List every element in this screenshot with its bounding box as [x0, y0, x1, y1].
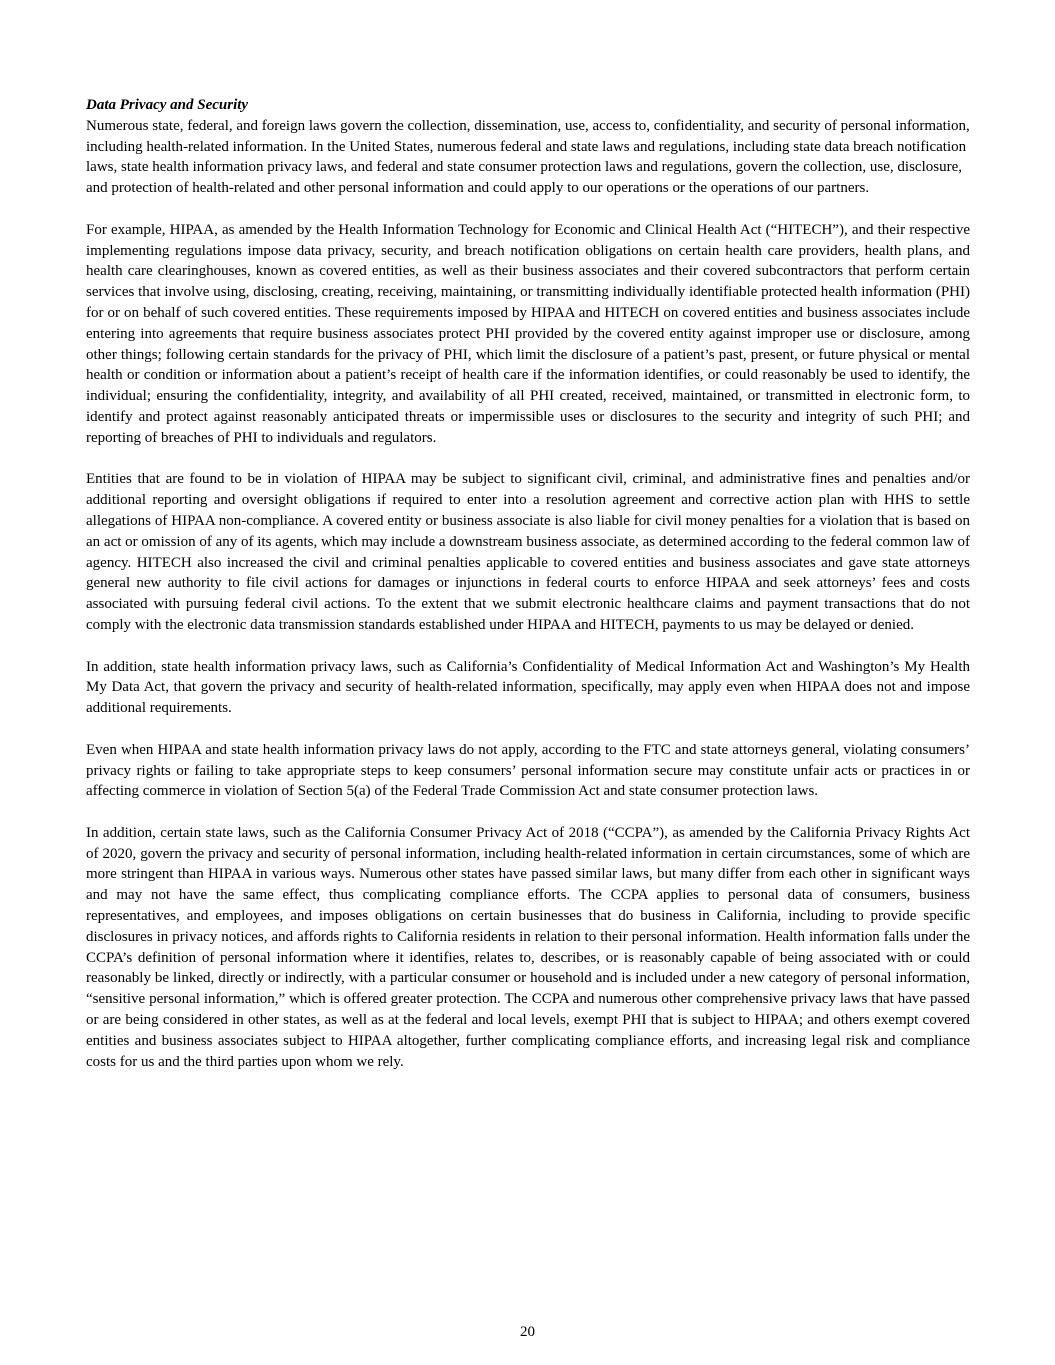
paragraph-intro: Numerous state, federal, and foreign laws govern the collection, dissemination, use, access to, confidentiality, and security of personal information, including health-related information. In the United States, numerous federal and state laws and regulations, including state data breach notification laws, state health information privacy laws, and federal and state consumer protection laws and regulations, govern the collection, use, disclosure, and protection of health-related and other personal information and could apply to our operations or the operations of our partners. — [86, 117, 970, 197]
paragraph-state-health-laws: In addition, state health information privacy laws, such as California’s Confidentiality of Medical Information Act and Washington’s My Health My Data Act, that govern the privacy and security of health-related information, specifically, may apply even when HIPAA does not and impose additional requirements. — [86, 658, 970, 717]
section-heading: Data Privacy and Security — [86, 97, 249, 113]
paragraph-hipaa-hitech: For example, HIPAA, as amended by the Health Information Technology for Economic and Clinical Health Act (“HITECH”), and their respective implementing regulations impose data privacy, security, and breach notification obligations on certain health care providers, health plans, and health care clearinghouses, known as covered entities, as well as their business associates and their covered subcontractors that perform certain services that involve using, disclosing, creating, receiving, maintaining, or transmitting individually identifiable protected health information (PHI) for or on behalf of such covered entities. These requirements imposed by HIPAA and HITECH on covered entities and business associates include entering into agreements that require business associates protect PHI provided by the covered entity against improper use or disclosure, among other things; following certain standards for the privacy of PHI, which limit the disclosure of a patient’s past, present, or future physical or mental health or condition or information about a patient’s receipt of health care if the information identifies, or could reasonably be used to identify, the individual; ensuring the confidentiality, integrity, and availability of all PHI created, received, maintained, or transmitted in electronic form, to identify and protect against reasonably anticipated threats or impermissible uses or disclosures to the security and integrity of such PHI; and reporting of breaches of PHI to individuals and regulators. — [86, 221, 970, 446]
paragraph-hipaa-violations: Entities that are found to be in violation of HIPAA may be subject to significant civil, criminal, and administrative fines and penalties and/or additional reporting and oversight obligations if required to enter into a resolution agreement and corrective action plan with HHS to settle allegations of HIPAA non-compliance. A covered entity or business associate is also liable for civil money penalties for a violation that is based on an act or omission of any of its agents, which may include a downstream business associate, as determined according to the federal common law of agency. HITECH also increased the civil and criminal penalties applicable to covered entities and business associates and gave state attorneys general new authority to file civil actions for damages or injunctions in federal courts to enforce HIPAA and seek attorneys’ fees and costs associated with pursuing federal civil actions. To the extent that we submit electronic healthcare claims and payment transactions that do not comply with the electronic data transmission standards established under HIPAA and HITECH, payments to us may be delayed or denied. — [86, 471, 970, 633]
document-page — [86, 95, 970, 1093]
paragraph-ftc: Even when HIPAA and state health information privacy laws do not apply, according to the FTC and state attorneys general, violating consumers’ privacy rights or failing to take appropriate steps to keep consumers’ personal information secure may constitute unfair acts or practices in or affecting commerce in violation of Section 5(a) of the Federal Trade Commission Act and state consumer protection laws. — [86, 741, 970, 800]
paragraph-ccpa: In addition, certain state laws, such as the California Consumer Privacy Act of 2018 (“CCPA”), as amended by the California Privacy Rights Act of 2020, govern the privacy and security of personal information, including health-related information in certain circumstances, some of which are more stringent than HIPAA in various ways. Numerous other states have passed similar laws, but many differ from each other in significant ways and may not have the same effect, thus complicating compliance efforts. The CCPA applies to personal data of consumers, business representatives, and employees, and imposes obligations on certain businesses that do business in California, including to provide specific disclosures in privacy notices, and affords rights to California residents in relation to their personal information. Health information falls under the CCPA’s definition of personal information where it identifies, relates to, describes, or is reasonably capable of being associated with or could reasonably be linked, directly or indirectly, with a particular consumer or household and is included under a new category of personal information, “sensitive personal information,” which is offered greater protection. The CCPA and numerous other comprehensive privacy laws that have passed or are being considered in other states, as well as at the federal and local levels, exempt PHI that is subject to HIPAA; and others exempt covered entities and business associates subject to HIPAA altogether, further complicating compliance efforts, and increasing legal risk and compliance costs for us and the third parties upon whom we rely. — [86, 824, 970, 1070]
page-number: 20 — [520, 1324, 535, 1340]
